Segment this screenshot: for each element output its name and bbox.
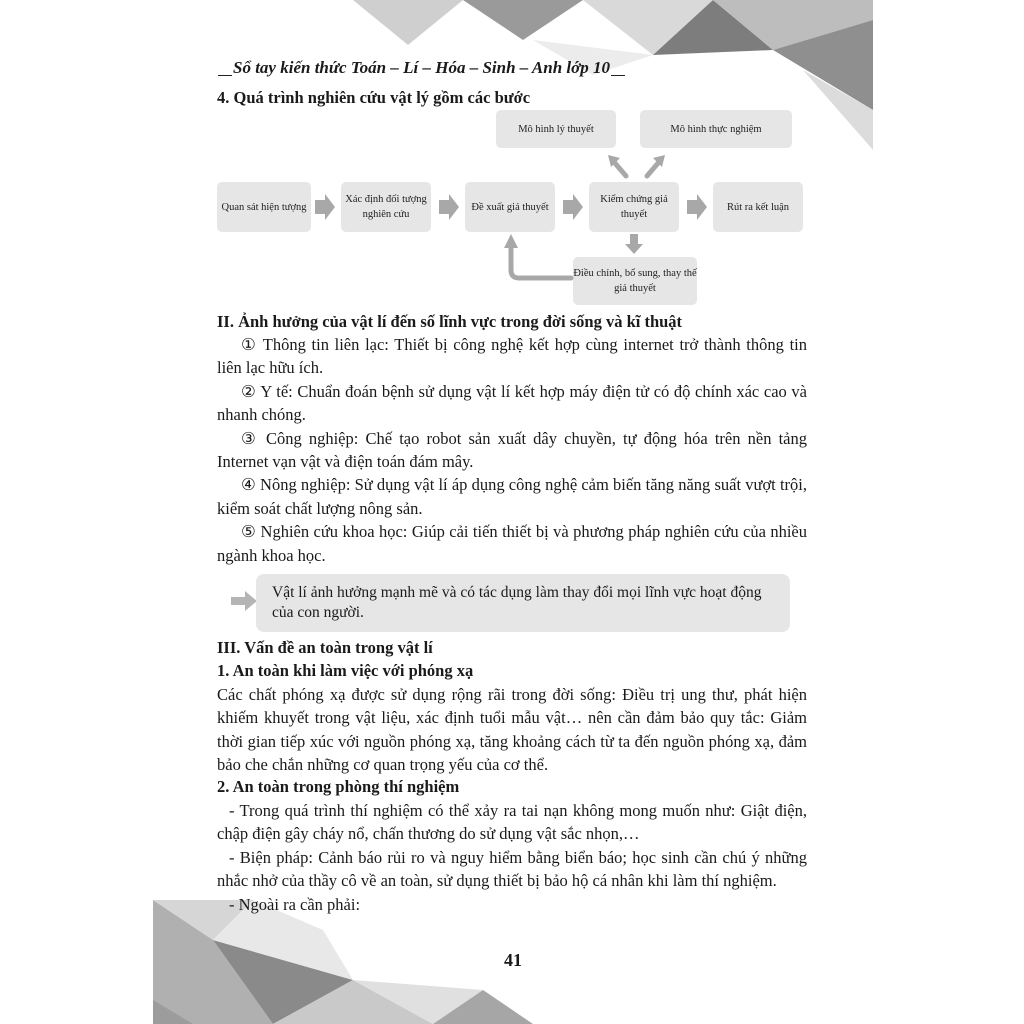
sectionII-heading: II. Ảnh hưởng của vật lí đến số lĩnh vực trong đời sống và kĩ thuật <box>217 312 683 331</box>
box-adjust: Điều chỉnh, bổ sung, thay thế giả thuyết <box>573 257 697 305</box>
arrow-right-2 <box>439 194 459 220</box>
sectionII-list <box>217 333 807 567</box>
arrow-right-4 <box>687 194 707 220</box>
list-item: ① Thông tin liên lạc: Thiết bị công nghệ kết hợp cùng internet trở thành thông tin liên lạc hữu ích. <box>217 335 807 378</box>
sub2-heading: 2. An toàn trong phòng thí nghiệm <box>217 777 460 796</box>
section4-heading: 4. Quá trình nghiên cứu vật lý gồm các bước <box>217 88 531 107</box>
sectionIII-heading: III. Vấn đề an toàn trong vật lí <box>217 638 433 657</box>
box-identify: Xác định đối tượng nghiên cứu <box>341 182 431 232</box>
sub2-list <box>217 799 807 916</box>
note-arrow-icon <box>231 591 257 611</box>
list-item: ③ Công nghiệp: Chế tạo robot sản xuất dây chuyền, tự động hóa trên nền tảng Internet vạn vật và điện toán đám mây. <box>217 428 807 472</box>
arrow-feedback <box>511 246 571 278</box>
arrow-right-1 <box>315 194 335 220</box>
list-item: - Trong quá trình thí nghiệm có thể xảy ra tai nạn không mong muốn như: Giật điện, chập điện gây cháy nổ, chấn thương do sử dụng vật sắc nhọn,… <box>217 801 807 844</box>
list-item: - Ngoài ra cần phải: <box>229 894 361 914</box>
list-item: ② Y tế: Chuẩn đoán bệnh sử dụng vật lí kết hợp máy điện tử có độ chính xác cao và nhanh chóng. <box>217 381 807 425</box>
note-box: Vật lí ảnh hưởng mạnh mẽ và có tác dụng làm thay đổi mọi lĩnh vực hoạt động của con người. <box>256 574 790 632</box>
header-title: Sổ tay kiến thức Toán – Lí – Hóa – Sinh – Anh lớp 10 <box>233 58 611 77</box>
box-experimental-model: Mô hình thực nghiệm <box>640 110 792 148</box>
book-page <box>153 0 873 1024</box>
arrow-up-left <box>614 162 626 176</box>
list-item: ⑤ Nghiên cứu khoa học: Giúp cải tiến thiết bị và phương pháp nghiên cứu của nhiều ngành khoa học. <box>217 522 807 565</box>
box-theoretical-model: Mô hình lý thuyết <box>496 110 616 148</box>
arrow-right-3 <box>563 194 583 220</box>
sub1-text <box>217 683 807 777</box>
sub1-heading: 1. An toàn khi làm việc với phóng xạ <box>217 661 474 680</box>
page-number: 41 <box>504 950 522 970</box>
box-conclude: Rút ra kết luận <box>713 182 803 232</box>
flow-arrows <box>153 0 873 330</box>
arrow-up-right <box>647 162 659 176</box>
arrow-down <box>625 234 643 254</box>
list-item: - Biện pháp: Cảnh báo rủi ro và nguy hiểm bằng biển báo; học sinh cần chú ý những nhắc nhở của thầy cô về an toàn, sử dụng thiết bị bảo hộ cá nhân khi làm thí nghiệm. <box>217 847 807 891</box>
paragraph: Các chất phóng xạ được sử dụng rộng rãi trong đời sống: Điều trị ung thư, phát hiện khiếm khuyết trong vật liệu, xác định tuổi mẫu vật… nên cần đảm bảo quy tắc: Giảm thời gian tiếp xúc với nguồn phóng xạ, tăng khoảng cách từ ta đến nguồn phóng xạ, đảm bảo che chắn những cơ quan trọng yếu của cơ thể. <box>217 685 807 775</box>
box-observe: Quan sát hiện tượng <box>217 182 311 232</box>
box-verify: Kiểm chứng giả thuyết <box>589 182 679 232</box>
list-item: ④ Nông nghiệp: Sử dụng vật lí áp dụng công nghệ cảm biến tăng năng suất vượt trội, kiểm soát chất lượng nông sản. <box>217 475 807 518</box>
box-hypothesis: Đề xuất giả thuyết <box>465 182 555 232</box>
